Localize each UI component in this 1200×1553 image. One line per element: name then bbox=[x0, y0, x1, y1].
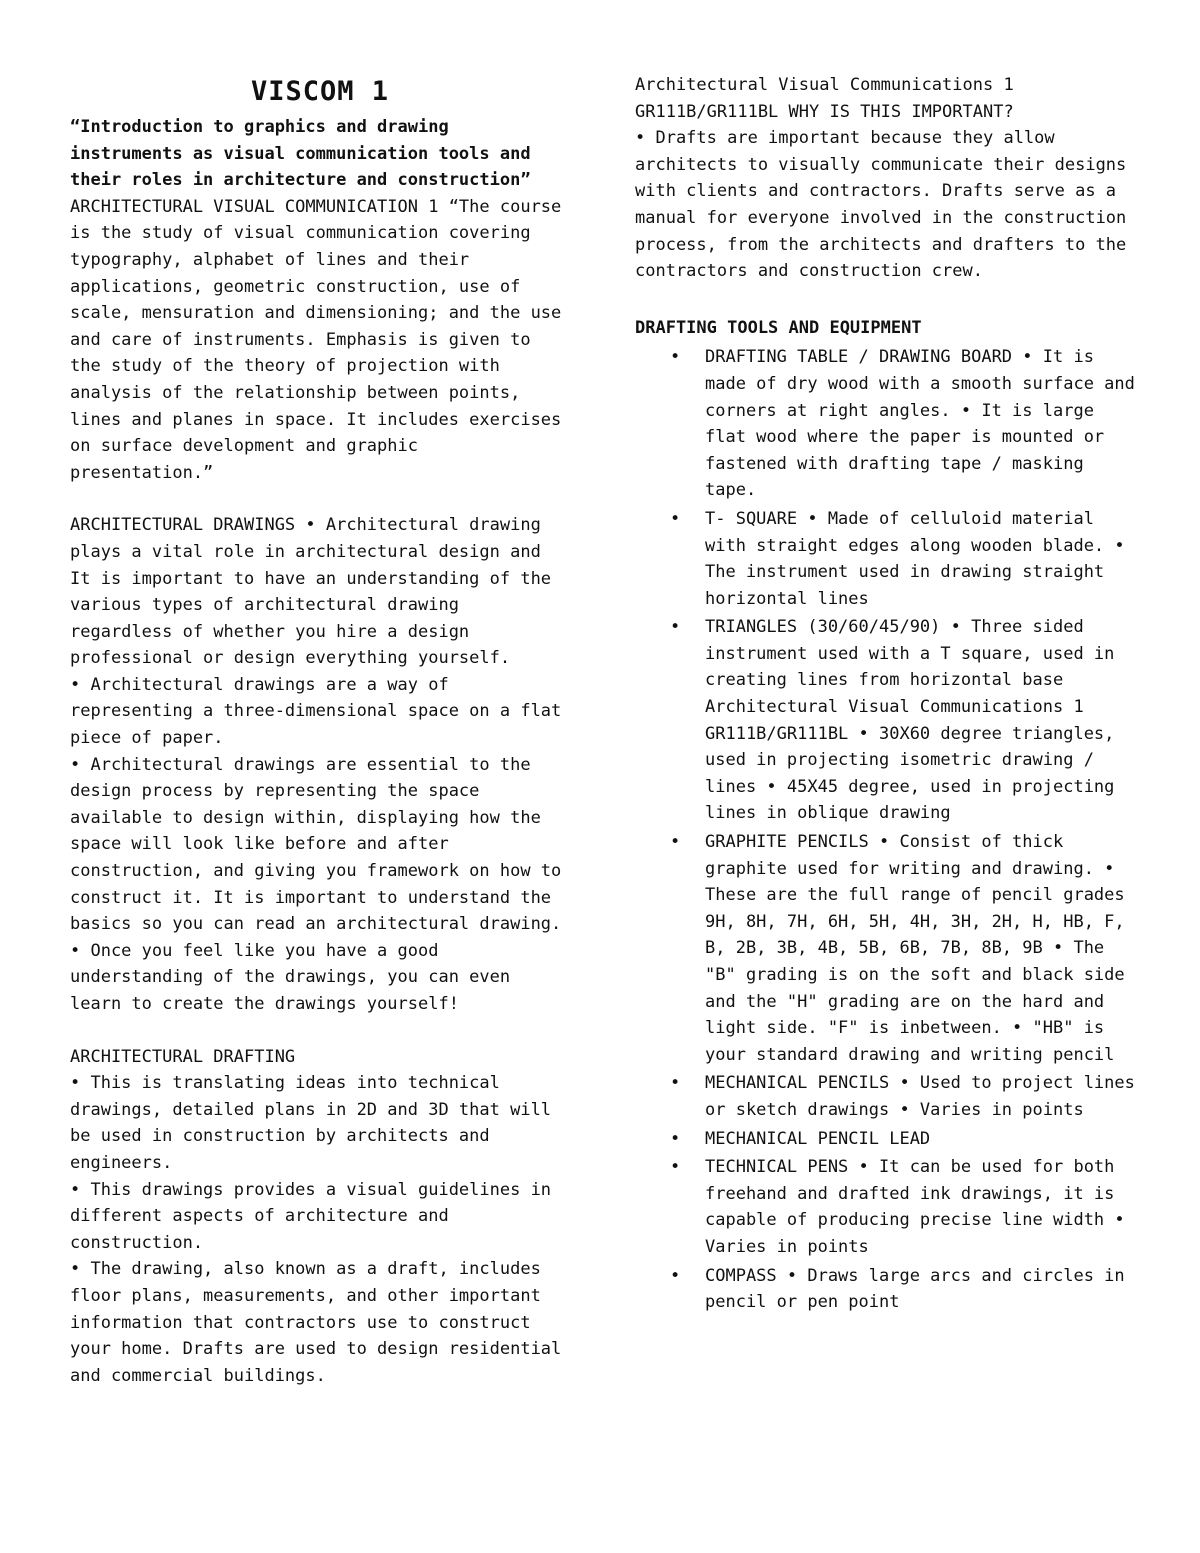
drafting-bullet: • This drawings provides a visual guidelines in different aspects of architecture and construction. bbox=[70, 1179, 552, 1253]
document-title: VISCOM 1 bbox=[250, 76, 390, 107]
right-column bbox=[635, 72, 1135, 1318]
drafting-bullet: • The drawing, also known as a draft, includes floor plans, measurements, and other important information that contractors use to construct your home. Drafts are used to design residential and commercial buildings. bbox=[70, 1259, 562, 1386]
tool-description: COMPASS • Draws large arcs and circles in pencil or pen point bbox=[705, 1265, 1125, 1313]
tool-description: MECHANICAL PENCIL LEAD bbox=[705, 1128, 931, 1149]
bullet-icon: • bbox=[670, 1157, 681, 1178]
tool-description: TRIANGLES (30/60/45/90) • Three sided instrument used with a T square, used in creating lines from horizontal base Architectural Visual Communications 1 GR111B/GR111BL • 30X60 degree triangles, used in projecting isometric drawing / lines • 45X45 degree, used in projecting lines in oblique drawing bbox=[705, 617, 1115, 824]
tool-description: TECHNICAL PENS • It can be used for both freehand and drafted ink drawings, it is capable of producing precise line width • Varies in points bbox=[705, 1157, 1125, 1257]
bullet-icon: • bbox=[670, 617, 681, 638]
tool-description: T- SQUARE • Made of celluloid material with straight edges along wooden blade. • The instrument used in drawing straight horizontal lines bbox=[705, 508, 1125, 609]
bullet-icon: • bbox=[670, 508, 681, 529]
drawings-bullet: • Architectural drawings are essential to the design process by representing the space available to design within, displaying how the space will look like before and after construction, and giving you framework on how to construct it. It is important to understand the basics so you can read an architectural drawing. bbox=[70, 754, 562, 935]
paragraph-gap bbox=[70, 486, 570, 512]
course-description: ARCHITECTURAL VISUAL COMMUNICATION 1 “The course is the study of visual communication covering typography, alphabet of lines and their applications, geometric construction, use of scale, mensuration and dimensioning; and the use and care of instruments. Emphasis is given to the study of the theory of projection with analysis of the relationship between points, lines and planes in space. It includes exercises on surface development and graphic presentation.” bbox=[70, 196, 562, 483]
drafting-heading: ARCHITECTURAL DRAFTING bbox=[70, 1046, 296, 1067]
importance-text: • Drafts are important because they allow architects to visually communicate their designs with clients and contractors. Drafts serve as a manual for everyone involved in the construction process, from the architects and drafters to the contractors and construction crew. bbox=[635, 128, 1127, 282]
list-item bbox=[635, 1263, 1135, 1316]
importance-heading: GR111B/GR111BL WHY IS THIS IMPORTANT? bbox=[635, 101, 1014, 122]
list-item bbox=[635, 829, 1135, 1068]
drawings-bullet: • Once you feel like you have a good understanding of the drawings, you can even learn to create the drawings yourself! bbox=[70, 940, 511, 1014]
bullet-icon: • bbox=[670, 832, 681, 853]
paragraph-gap bbox=[635, 285, 1135, 315]
course-header-line: Architectural Visual Communications 1 bbox=[635, 75, 1014, 95]
drawings-bullet: • Architectural drawings are a way of representing a three-dimensional space on a flat piece of paper. bbox=[70, 674, 562, 749]
bullet-icon: • bbox=[670, 1265, 681, 1286]
tools-list bbox=[635, 344, 1135, 1315]
drafting-bullet: • This is translating ideas into technical drawings, detailed plans in 2D and 3D that will be used in construction by architects and engineers. bbox=[70, 1073, 552, 1173]
tool-description: GRAPHITE PENCILS • Consist of thick graphite used for writing and drawing. • These are the full range of pencil grades 9H, 8H, 7H, 6H, 5H, 4H, 3H, 2H, H, HB, F, B, 2B, 3B, 4B, 5B, 6B, 7B, 8B, 9B • The "B" grading is on the soft and black side and the "H" grading are on the hard and light side. "F" is inbetween. • "HB" is your standard drawing and writing pencil bbox=[705, 832, 1125, 1065]
bullet-icon: • bbox=[670, 1073, 681, 1094]
list-item bbox=[635, 344, 1135, 504]
list-item bbox=[635, 506, 1135, 612]
bullet-icon: • bbox=[670, 347, 681, 368]
tool-description: DRAFTING TABLE / DRAWING BOARD • It is made of dry wood with a smooth surface and corners at right angles. • It is large flat wood where the paper is mounted or fastened with drafting tape / masking tape. bbox=[705, 347, 1135, 501]
tools-heading: DRAFTING TOOLS AND EQUIPMENT bbox=[635, 317, 922, 338]
list-item bbox=[635, 1126, 1135, 1153]
left-column bbox=[70, 72, 570, 1389]
list-item bbox=[635, 1070, 1135, 1123]
bullet-icon: • bbox=[670, 1128, 681, 1149]
document-subtitle: “Introduction to graphics and drawing instruments as visual communication tools and their roles in architecture and construction” bbox=[70, 117, 531, 191]
paragraph-gap bbox=[70, 1018, 570, 1044]
list-item bbox=[635, 1154, 1135, 1260]
list-item bbox=[635, 614, 1135, 827]
drawings-intro: ARCHITECTURAL DRAWINGS • Architectural drawing plays a vital role in architectural design and It is important to have an understanding of the various types of architectural drawing regardless of whether you hire a design professional or design everything yourself. bbox=[70, 515, 552, 669]
tool-description: MECHANICAL PENCILS • Used to project lines or sketch drawings • Varies in points bbox=[705, 1073, 1135, 1120]
